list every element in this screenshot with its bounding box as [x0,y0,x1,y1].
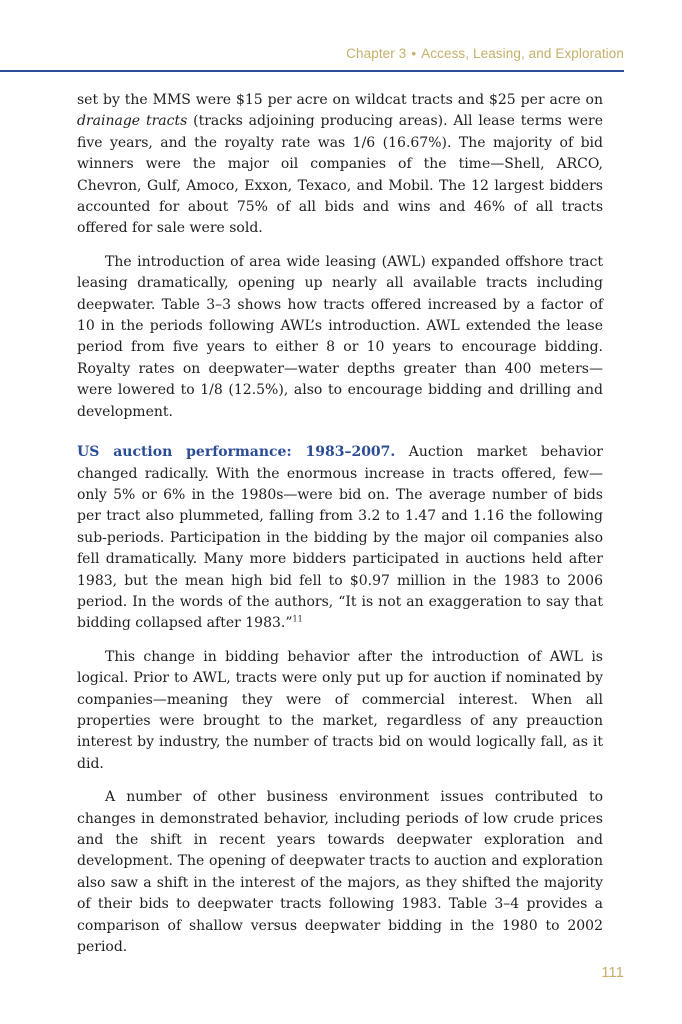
page-number: 111 [601,964,624,981]
drainage-tracts-term: drainage tracts [77,113,188,130]
footnote-reference[interactable]: 11 [292,614,303,624]
paragraph-5: A number of other business environment issues contributed to changes in demonstrated behavior, including periods of low crude prices and the shift in recent years towards deepwater exploration and development. The opening of deepwater tracts to auction and exploration also saw a shift in the interest of the majors, as they shifted the majority of their bids to deepwater tracts following 1983. Table 3–4 provides a comparison of shallow versus deepwater bidding in the 1980 to 2002 period. [77,789,603,956]
header-rule [0,70,624,72]
paragraph-1-rest: (tracks adjoining producing areas). All lease terms were five years, and the royalty rate was 1/6 (16.67%). The majority of bid winners were the major oil companies of the time—Shell, ARCO, Chevron, Gulf, Amoco, Exxon, Texaco, and Mobil. The 12 largest bidders accounted for about 75% of all bids and wins and 46% of all tracts offered for sale were sold. [77,113,603,237]
paragraph-2: The introduction of area wide leasing (AWL) expanded offshore tract leasing dramatically, opening up nearly all available tracts including deepwater. Table 3–3 shows how tracts offered increased by a factor of 10 in the periods following AWL’s introduction. AWL extended the lease period from five years to either 8 or 10 years to encourage bidding. Royalty rates on deepwater—water depths greater than 400 meters—were lowered to 1/8 (12.5%), also to encourage bidding and drilling and development. [77,253,603,420]
running-header [346,46,624,61]
body-text [77,90,603,970]
paragraph-1-start: set by the MMS were $15 per acre on wildcat tracts and $25 per acre on [77,92,603,108]
chapter-title: Access, Leasing, and Exploration [421,46,624,61]
paragraph-3-text: Auction market behavior changed radically. With the enormous increase in tracts offered, few—only 5% or 6% in the 1980s—were bid on. The average number of bids per tract also plummeted, falling from 3.2 to 1.47 and 1.16 the following sub-periods. Participation in the bidding by the major oil companies also fell dramatically. Many more bidders participated in auctions held after 1983, but the mean high bid fell to $0.97 million in the 1983 to 2006 period. In the words of the authors, “It is not an exaggeration to say that bidding collapsed after 1983.” [77,444,603,632]
paragraph-3 [77,442,603,635]
paragraph-4: This change in bidding behavior after the introduction of AWL is logical. Prior to AWL, tracts were only put up for auction if nominated by companies—meaning they were of commercial interest. When all properties were brought to the market, regardless of any preauction interest by industry, the number of tracts bid on would logically fall, as it did. [77,648,603,772]
paragraph-1 [77,90,603,240]
bullet-separator: • [411,46,417,61]
chapter-label: Chapter 3 [346,46,407,61]
section-run-in-heading: US auction performance: 1983–2007. [77,444,396,461]
